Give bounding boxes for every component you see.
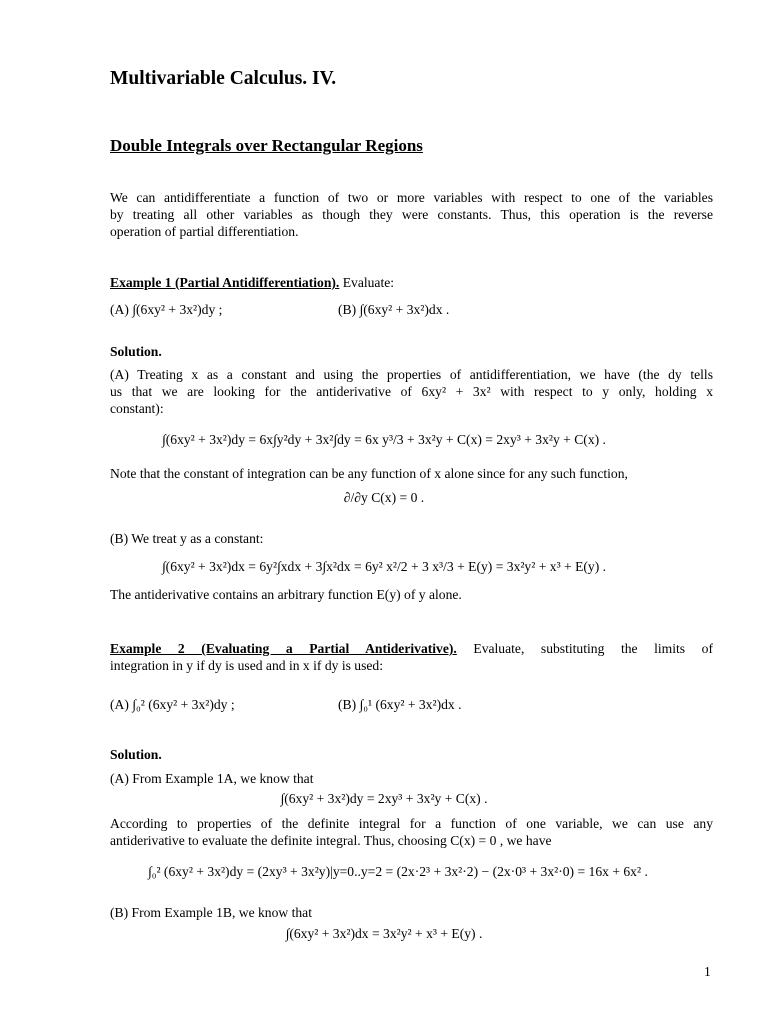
solution1-heading: Solution. [110, 344, 162, 359]
solution1-a-line: constant): [110, 401, 164, 416]
example2-part-b: (B) ∫₀¹ (6xy² + 3x²)dx . [338, 697, 462, 712]
page-title: Multivariable Calculus. IV. [110, 68, 337, 89]
example1-prompt: Evaluate: [342, 275, 395, 290]
solution1-b-equation: ∫(6xy² + 3x²)dx = 6y²∫xdx + 3∫x²dx = 6y² x²/2 + 3 x³/3 + E(y) = 3x²y² + x³ + E(y) . [161, 559, 607, 574]
solution2-paragraph [110, 815, 713, 849]
solution2-a-equation: ∫(6xy² + 3x²)dy = 2xy³ + 3x²y + C(x) . [280, 791, 488, 806]
intro-paragraph [110, 189, 713, 240]
page-number: 1 [704, 964, 711, 979]
example2-paragraph [110, 640, 713, 674]
example2-prompt-1: Evaluate, substituting the limits of [473, 641, 713, 656]
solution1-a-line: us that we are looking for the antiderivative of 6xy² + 3x² with respect to y only, holding x [110, 384, 713, 399]
solution2-b-equation: ∫(6xy² + 3x²)dx = 3x²y² + x³ + E(y) . [285, 926, 483, 941]
intro-line: operation of partial differentiation. [110, 224, 299, 239]
solution1-note-equation: ∂/∂y C(x) = 0 . [343, 490, 425, 505]
solution1-a-equation: ∫(6xy² + 3x²)dy = 6x∫y²dy + 3x²∫dy = 6x y³/3 + 3x²y + C(x) = 2xy³ + 3x²y + C(x) . [162, 432, 606, 447]
example2-prompt-2: integration in y if dy is used and in x if dy is used: [110, 658, 383, 673]
solution2-a-line: (A) From Example 1A, we know that [110, 771, 314, 786]
solution1-a-paragraph [110, 366, 713, 417]
example1-heading: Example 1 (Partial Antidifferentiation). [110, 275, 340, 290]
solution2-heading: Solution. [110, 747, 162, 762]
solution2-line: According to properties of the definite integral for a function of one variable, we can use any [110, 816, 713, 831]
example2-part-a: (A) ∫₀² (6xy² + 3x²)dy ; [110, 697, 235, 712]
intro-line: We can antidifferentiate a function of two or more variables with respect to one of the variables [110, 190, 713, 205]
section-title: Double Integrals over Rectangular Regions [110, 136, 423, 155]
example2-line1 [110, 640, 713, 657]
solution1-note: Note that the constant of integration can be any function of x alone since for any such function, [110, 466, 628, 481]
example1-heading-line [110, 274, 713, 291]
solution1-b-note: The antiderivative contains an arbitrary function E(y) of y alone. [110, 587, 462, 602]
solution2-definite-equation: ∫₀² (6xy² + 3x²)dy = (2xy³ + 3x²y)|y=0..y=2 = (2x·2³ + 3x²·2) − (2x·0³ + 3x²·0) = 16x + 6x² . [148, 864, 648, 879]
solution1-a-line: (A) Treating x as a constant and using the properties of antidifferentiation, we have (the dy tells [110, 367, 713, 382]
example1-part-a: (A) ∫(6xy² + 3x²)dy ; [110, 302, 223, 317]
solution2-b-line: (B) From Example 1B, we know that [110, 905, 312, 920]
solution2-line: antiderivative to evaluate the definite integral. Thus, choosing C(x) = 0 , we have [110, 833, 552, 848]
solution1-b-line: (B) We treat y as a constant: [110, 531, 264, 546]
example1-part-b: (B) ∫(6xy² + 3x²)dx . [338, 302, 450, 317]
intro-line: by treating all other variables as though they were constants. Thus, this operation is the reverse [110, 207, 713, 222]
example2-heading: Example 2 (Evaluating a Partial Antiderivative). [110, 641, 457, 656]
